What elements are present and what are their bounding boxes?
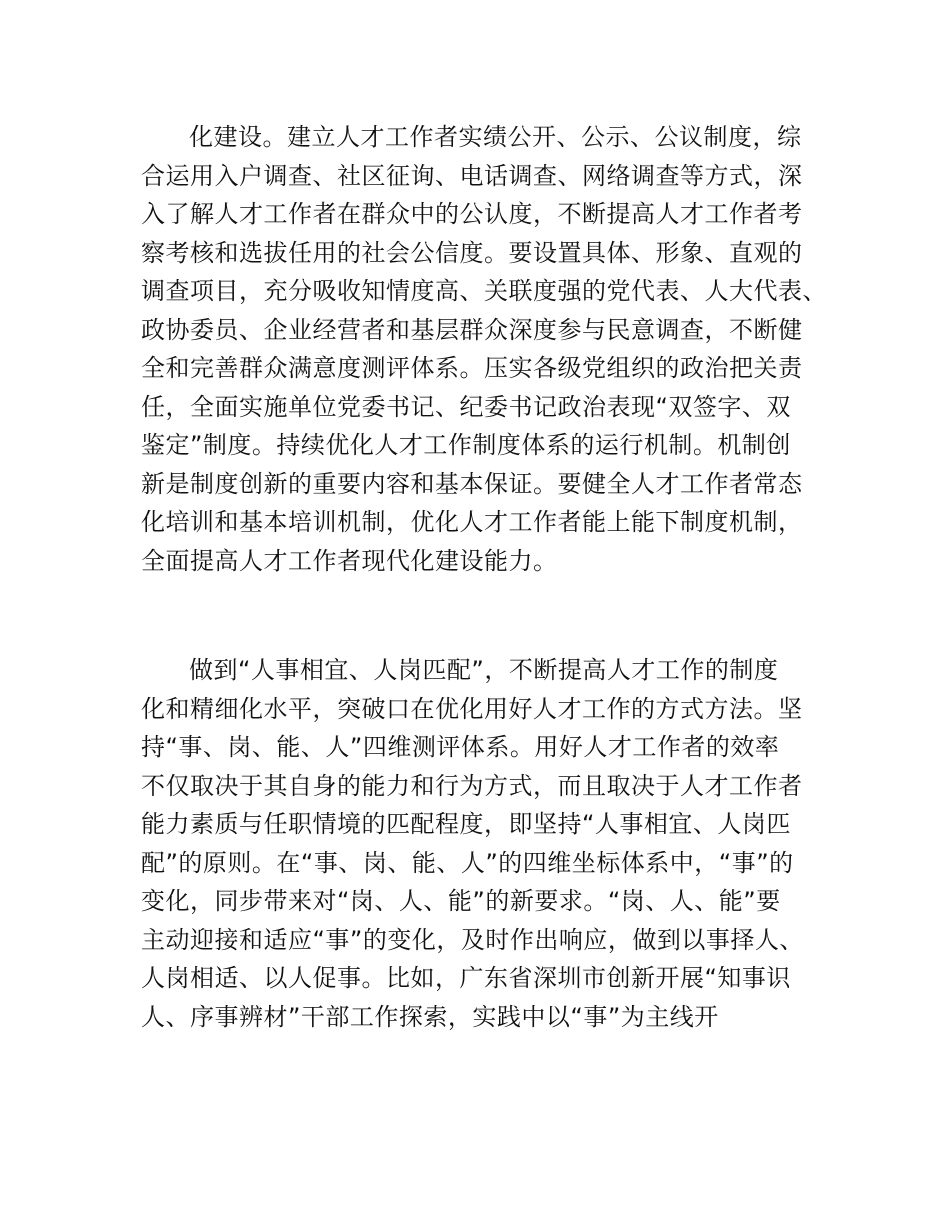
text-line: 合运用入户调查、社区征询、电话调查、网络调查等方式，深 xyxy=(141,161,803,190)
text-line: 配”的原则。在“事、岗、能、人”的四维坐标体系中，“事”的 xyxy=(141,848,794,877)
text-line: 新是制度创新的重要内容和基本保证。要健全人才工作者常态 xyxy=(141,469,803,498)
text-line: 化建设。建立人才工作者实绩公开、公示、公议制度，综 xyxy=(189,123,802,151)
text-line: 化培训和基本培训机制，优化人才工作者能上能下制度机制， xyxy=(141,508,803,536)
text-line: 化和精细化水平，突破口在优化用好人才工作的方式方法。坚 xyxy=(141,694,803,723)
text-line: 入了解人才工作者在群众中的公认度，不断提高人才工作者考 xyxy=(141,200,803,228)
text-line: 察考核和选拔任用的社会公信度。要设置具体、形象、直观的 xyxy=(141,238,803,267)
paragraph-1 xyxy=(141,118,831,580)
text-line: 人、序事辨材”干部工作探索，实践中以“事”为主线开 xyxy=(141,1002,719,1031)
text-line: 鉴定”制度。持续优化人才工作制度体系的运行机制。机制创 xyxy=(141,431,791,459)
text-line: 全面提高人才工作者现代化建设能力。 xyxy=(141,546,558,575)
text-line: 做到“人事相宜、人岗匹配”，不断提高人才工作的制度 xyxy=(189,656,779,684)
paragraph-2 xyxy=(141,651,831,1036)
text-line: 全和完善群众满意度测评体系。压实各级党组织的政治把关责 xyxy=(141,354,803,382)
text-line: 调查项目，充分吸收知情度高、关联度强的党代表、人大代表、 xyxy=(141,277,827,305)
text-line: 任，全面实施单位党委书记、纪委书记政治表现“双签字、双 xyxy=(141,392,791,421)
text-line: 人岗相适、以人促事。比如，广东省深圳市创新开展“知事识 xyxy=(141,964,791,992)
text-line: 持“事、岗、能、人”四维测评体系。用好人才工作者的效率 xyxy=(141,733,780,761)
text-line: 政协委员、企业经营者和基层群众深度参与民意调查，不断健 xyxy=(141,315,803,344)
text-line: 不仅取决于其自身的能力和行为方式，而且取决于人才工作者 xyxy=(141,771,803,800)
text-line: 变化，同步带来对“岗、人、能”的新要求。“岗、人、能”要 xyxy=(141,887,781,915)
text-line: 能力素质与任职情境的匹配程度，即坚持“人事相宜、人岗匹 xyxy=(141,810,791,838)
text-line: 主动迎接和适应“事”的变化，及时作出响应，做到以事择人、 xyxy=(141,925,804,954)
